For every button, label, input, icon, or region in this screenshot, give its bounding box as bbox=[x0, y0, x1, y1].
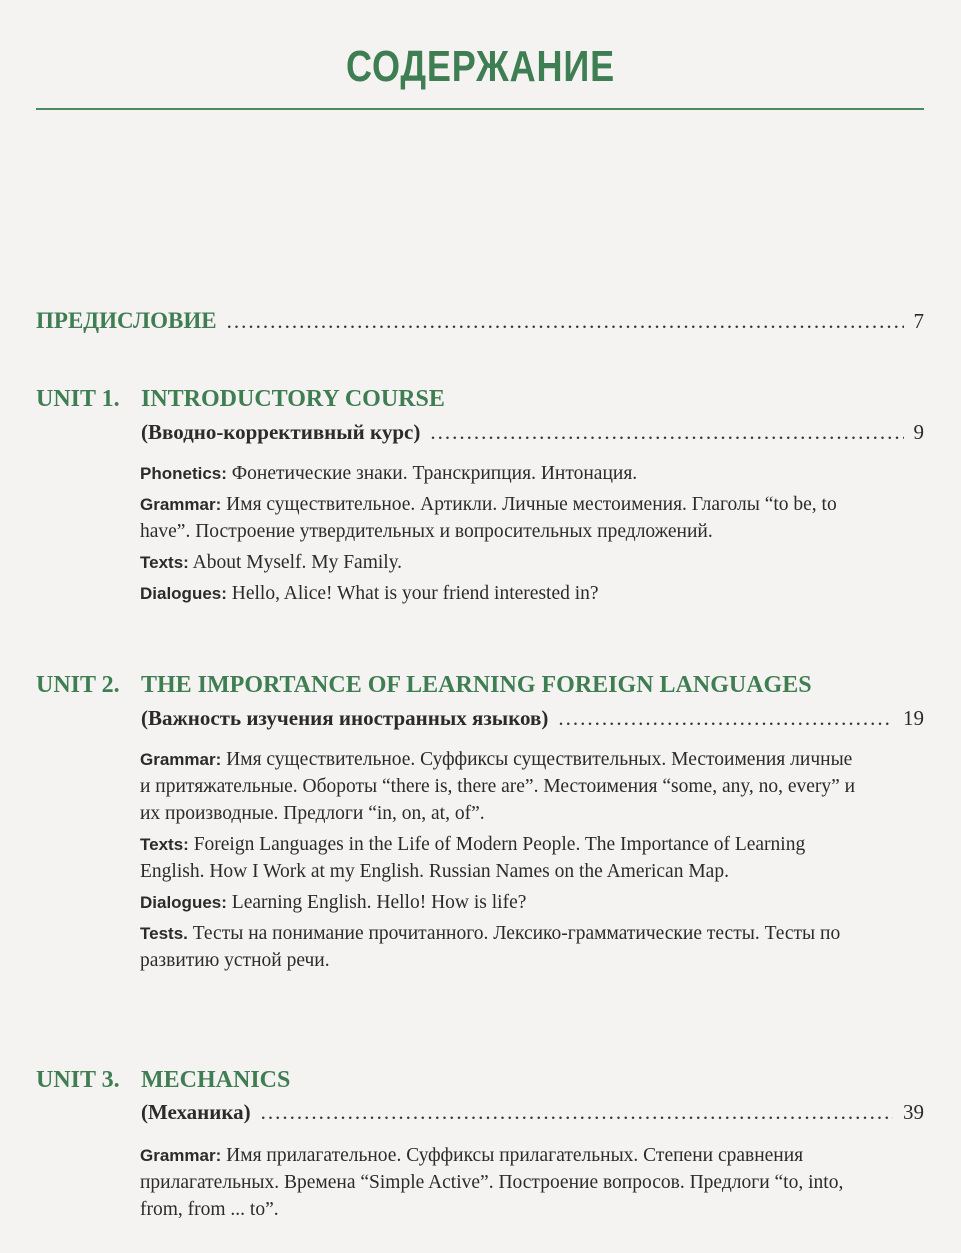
unit-contents bbox=[140, 746, 860, 978]
contents-item bbox=[140, 831, 860, 885]
dot-leader bbox=[227, 309, 904, 334]
unit-title: THE IMPORTANCE OF LEARNING FOREIGN LANGUAGES bbox=[141, 672, 812, 698]
contents-item bbox=[140, 491, 860, 545]
item-key: Tests. bbox=[140, 924, 188, 943]
contents-item bbox=[140, 889, 860, 916]
item-text: Имя существительное. Суффиксы существительных. Местоимения личные и притяжательные. Обороты “there is, there are”. Местоимения “some, any, no, every” и их производные. Предлоги “in, on, at, of”. bbox=[140, 749, 856, 824]
unit-subtitle: (Важность изучения иностранных языков) bbox=[141, 706, 549, 730]
item-text: Имя прилагательное. Суффиксы прилагательных. Степени сравнения прилагательных. Времена “Simple Active”. Построение вопросов. Предлоги “to, into, from, from ... to”. bbox=[140, 1145, 844, 1220]
unit-contents bbox=[140, 1142, 860, 1227]
unit-number: UNIT 1. bbox=[36, 386, 120, 412]
item-text: Тесты на понимание прочитанного. Лексико-грамматические тесты. Тесты по развитию устной речи. bbox=[140, 923, 841, 971]
dot-leader bbox=[430, 420, 903, 445]
contents-item bbox=[140, 746, 860, 827]
unit-heading bbox=[36, 672, 812, 699]
dot-leader bbox=[261, 1100, 893, 1125]
contents-item bbox=[140, 580, 860, 607]
unit-number: UNIT 3. bbox=[36, 1067, 120, 1093]
unit-title: INTRODUCTORY COURSE bbox=[141, 386, 445, 412]
item-key: Grammar: bbox=[140, 495, 222, 514]
dot-leader bbox=[558, 706, 893, 731]
contents-item bbox=[140, 1142, 860, 1223]
item-text: About Myself. My Family. bbox=[188, 552, 403, 573]
page-number: 19 bbox=[903, 706, 924, 730]
unit-heading bbox=[36, 386, 445, 413]
page-number: 7 bbox=[913, 309, 924, 333]
page-title: СОДЕРЖАНИЕ bbox=[345, 42, 616, 91]
unit-subtitle: (Вводно-коррективный курс) bbox=[141, 420, 421, 444]
unit-heading bbox=[36, 1067, 290, 1094]
unit-contents bbox=[140, 460, 860, 611]
title-divider bbox=[36, 108, 924, 110]
item-key: Texts: bbox=[140, 553, 189, 572]
item-text: Learning English. Hello! How is life? bbox=[226, 892, 527, 913]
page-number: 9 bbox=[913, 420, 924, 444]
toc-entry bbox=[141, 1100, 924, 1125]
page-number: 39 bbox=[903, 1100, 924, 1124]
unit-subtitle: (Механика) bbox=[141, 1100, 251, 1124]
item-text: Foreign Languages in the Life of Modern People. The Importance of Learning English. How I Work at my English. Russian Names on the American Map. bbox=[140, 834, 806, 882]
contents-item bbox=[140, 920, 860, 974]
item-key: Grammar: bbox=[140, 1146, 222, 1165]
item-text: Фонетические знаки. Транскрипция. Интонация. bbox=[226, 463, 638, 484]
item-key: Grammar: bbox=[140, 750, 222, 769]
item-text: Имя существительное. Артикли. Личные местоимения. Глаголы “to be, to have”. Построение утвердительных и вопросительных предложений. bbox=[140, 494, 837, 542]
unit-number: UNIT 2. bbox=[36, 672, 120, 698]
toc-entry bbox=[141, 706, 924, 731]
preface-label: ПРЕДИСЛОВИЕ bbox=[36, 308, 217, 333]
toc-entry bbox=[141, 420, 924, 445]
unit-title: MECHANICS bbox=[141, 1067, 291, 1093]
contents-item bbox=[140, 549, 860, 576]
item-key: Dialogues: bbox=[140, 584, 227, 603]
item-key: Dialogues: bbox=[140, 893, 227, 912]
item-key: Phonetics: bbox=[140, 464, 227, 483]
item-key: Texts: bbox=[140, 835, 189, 854]
item-text: Hello, Alice! What is your friend interested in? bbox=[226, 583, 599, 604]
contents-item bbox=[140, 460, 860, 487]
toc-entry-preface bbox=[36, 308, 924, 334]
